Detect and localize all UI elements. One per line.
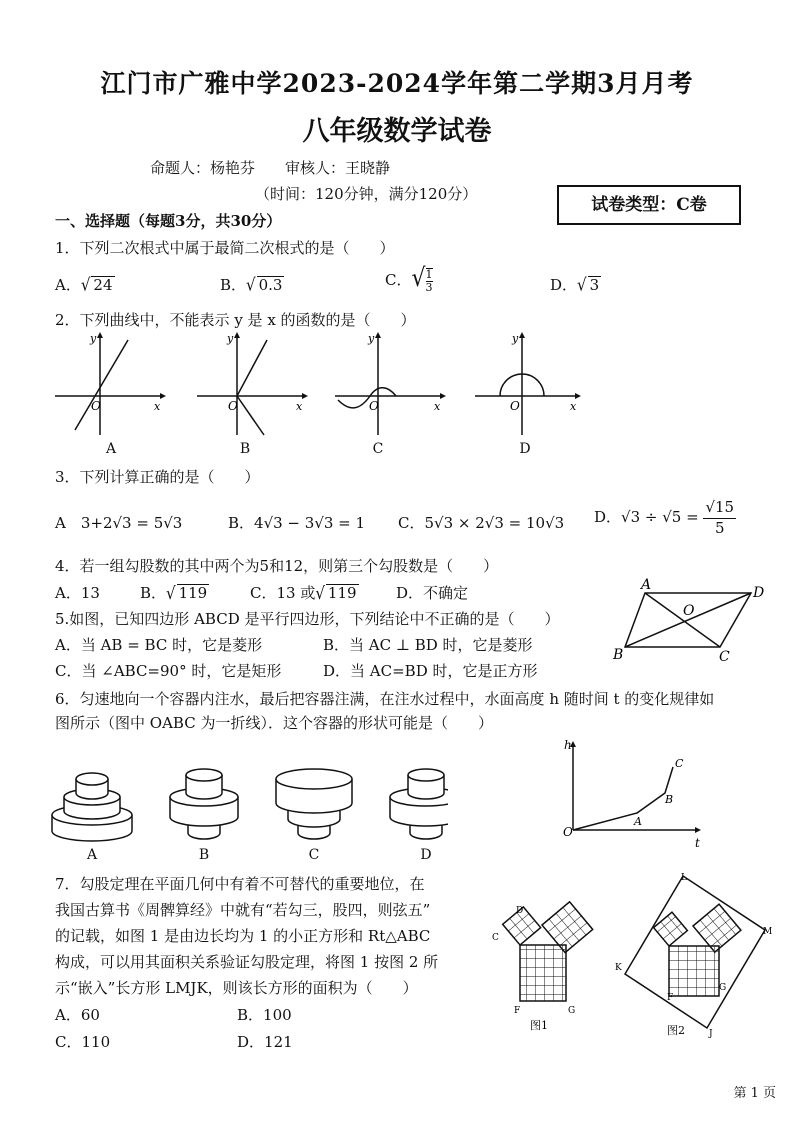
q7-option-d: D．121: [237, 1033, 293, 1051]
svg-text:B: B: [613, 647, 624, 663]
q6-caption-b: B: [198, 847, 210, 863]
q7-option-b: B．100: [237, 1006, 292, 1024]
q2-caption-d: D: [519, 441, 531, 457]
section-heading: 一、选择题（每题3分，共30分）: [55, 212, 282, 230]
svg-text:L: L: [681, 873, 687, 883]
q1-option-d: D．√ 3: [550, 274, 600, 296]
question-6-stem-line2: 图所示（图中 OABC 为一折线）．这个容器的形状可能是（ ）: [55, 714, 493, 732]
q4-option-b: B．√ 119: [140, 582, 208, 604]
svg-text:C: C: [719, 649, 730, 665]
question-4-stem: 4．若一组勾股数的其中两个为5和12，则第三个勾股数是（ ）: [55, 557, 499, 575]
q4-option-c: C．13 或√ 119: [250, 582, 357, 604]
svg-text:K: K: [615, 963, 622, 973]
svg-text:t: t: [695, 836, 700, 850]
svg-text:O: O: [228, 399, 238, 413]
q6-caption-c: C: [308, 847, 320, 863]
container-d: [390, 769, 448, 839]
q7-figure-1: [490, 895, 610, 1035]
svg-text:x: x: [154, 400, 161, 413]
svg-text:C: C: [675, 757, 684, 770]
svg-text:x: x: [296, 400, 303, 413]
question-7-line3: 的记载，如图 1 是由边长均为 1 的小正方形和 Rt△ABC: [55, 927, 431, 945]
svg-text:F: F: [667, 993, 674, 1003]
question-7-line4: 构成，可以用其面积关系验证勾股定理，将图 1 按图 2 所: [55, 953, 439, 971]
q3-option-b: B．4√3 − 3√3 = 1: [228, 514, 366, 532]
svg-text:图2: 图2: [667, 1024, 685, 1037]
svg-text:O: O: [369, 399, 379, 413]
exam-subtitle: 八年级数学试卷: [302, 116, 492, 147]
q7-option-c: C．110: [55, 1033, 111, 1051]
container-a: [52, 773, 132, 841]
q5-option-d: D．当 AC=BD 时，它是正方形: [323, 662, 538, 680]
svg-text:G: G: [568, 1006, 576, 1016]
svg-text:O: O: [91, 399, 101, 413]
q2-graph-a: [50, 330, 170, 440]
svg-text:F: F: [514, 1006, 521, 1016]
svg-text:O: O: [683, 603, 695, 619]
svg-text:C: C: [492, 933, 499, 943]
q4-option-a: A．13: [55, 584, 100, 602]
q4-option-d: D．不确定: [396, 584, 469, 602]
question-2-stem: 2．下列曲线中，不能表示 y 是 x 的函数的是（ ）: [55, 311, 416, 329]
question-7-line5: 示“嵌入”长方形 LMJK，则该长方形的面积为（ ）: [55, 979, 418, 997]
q2-graph-b: [192, 330, 312, 440]
question-5-stem: 5.如图，已知四边形 ABCD 是平行四边形，下列结论中不正确的是（ ）: [55, 610, 560, 628]
svg-text:y: y: [368, 332, 375, 345]
question-7-line2: 我国古算书《周髀算经》中就有“若勾三，股四，则弦五”: [55, 901, 431, 919]
q2-graph-d: [470, 330, 590, 440]
q5-option-b: B．当 AC ⊥ BD 时，它是菱形: [323, 636, 533, 654]
question-1-stem: 1．下列二次根式中属于最简二次根式的是（ ）: [55, 239, 395, 257]
svg-text:A: A: [641, 577, 652, 593]
svg-text:A: A: [634, 815, 642, 828]
container-b: [170, 769, 238, 839]
q6-water-level-graph: [555, 735, 710, 850]
svg-text:h: h: [564, 738, 572, 752]
svg-text:x: x: [570, 400, 577, 413]
svg-text:M: M: [763, 927, 773, 937]
container-c: [276, 769, 352, 839]
svg-text:O: O: [563, 825, 573, 839]
svg-text:x: x: [434, 400, 441, 413]
q5-option-a: A．当 AB = BC 时，它是菱形: [55, 636, 263, 654]
svg-text:B: B: [665, 793, 674, 806]
q1-option-b: B．√ 0.3: [220, 274, 283, 296]
svg-text:O: O: [510, 399, 520, 413]
svg-text:J: J: [709, 1029, 713, 1039]
q7-figure-2: [615, 870, 775, 1040]
q5-parallelogram-figure: [605, 575, 775, 667]
paper-type-box: 试卷类型：C卷: [557, 185, 741, 225]
svg-text:G: G: [719, 983, 727, 993]
q1-option-c: C．√ $\frac{1}{3}$: [385, 264, 433, 294]
q2-caption-c: C: [372, 441, 384, 457]
svg-text:D: D: [516, 906, 524, 916]
svg-text:y: y: [227, 332, 234, 345]
q3-option-c: C．5√3 × 2√3 = 10√3: [398, 514, 565, 532]
page-number: 第 1 页: [733, 1086, 776, 1101]
question-3-stem: 3．下列计算正确的是（ ）: [55, 468, 260, 486]
q7-option-a: A．60: [55, 1006, 100, 1024]
q6-container-shapes: [48, 765, 448, 850]
q1-option-a: A．√ 24: [55, 274, 113, 296]
q6-caption-d: D: [420, 847, 432, 863]
q6-caption-a: A: [86, 847, 98, 863]
svg-text:y: y: [512, 332, 519, 345]
question-7-line1: 7．勾股定理在平面几何中有着不可替代的重要地位，在: [55, 875, 425, 893]
q2-caption-a: A: [105, 441, 117, 457]
q2-caption-b: B: [239, 441, 251, 457]
exam-authors: 命题人：杨艳芬 审核人：王晓静: [150, 159, 391, 177]
svg-text:图1: 图1: [530, 1019, 548, 1032]
q5-option-c: C．当 ∠ABC=90° 时，它是矩形: [55, 662, 282, 680]
q3-option-a: A 3+2√3 = 5√3: [55, 514, 183, 532]
svg-text:D: D: [753, 585, 765, 601]
svg-text:y: y: [90, 332, 97, 345]
q2-graph-c: [330, 330, 450, 440]
question-6-stem-line1: 6．匀速地向一个容器内注水，最后把容器注满，在注水过程中，水面高度 h 随时间 t 的变化规律如: [55, 690, 715, 708]
exam-title: 江门市广雅中学2023-2024学年第二学期3月月考: [100, 69, 694, 98]
q3-option-d: D．√3 ÷ √5 = $\frac{√15}{5}$: [594, 498, 735, 537]
exam-time-info: （时间：120分钟，满分120分）: [255, 185, 478, 203]
